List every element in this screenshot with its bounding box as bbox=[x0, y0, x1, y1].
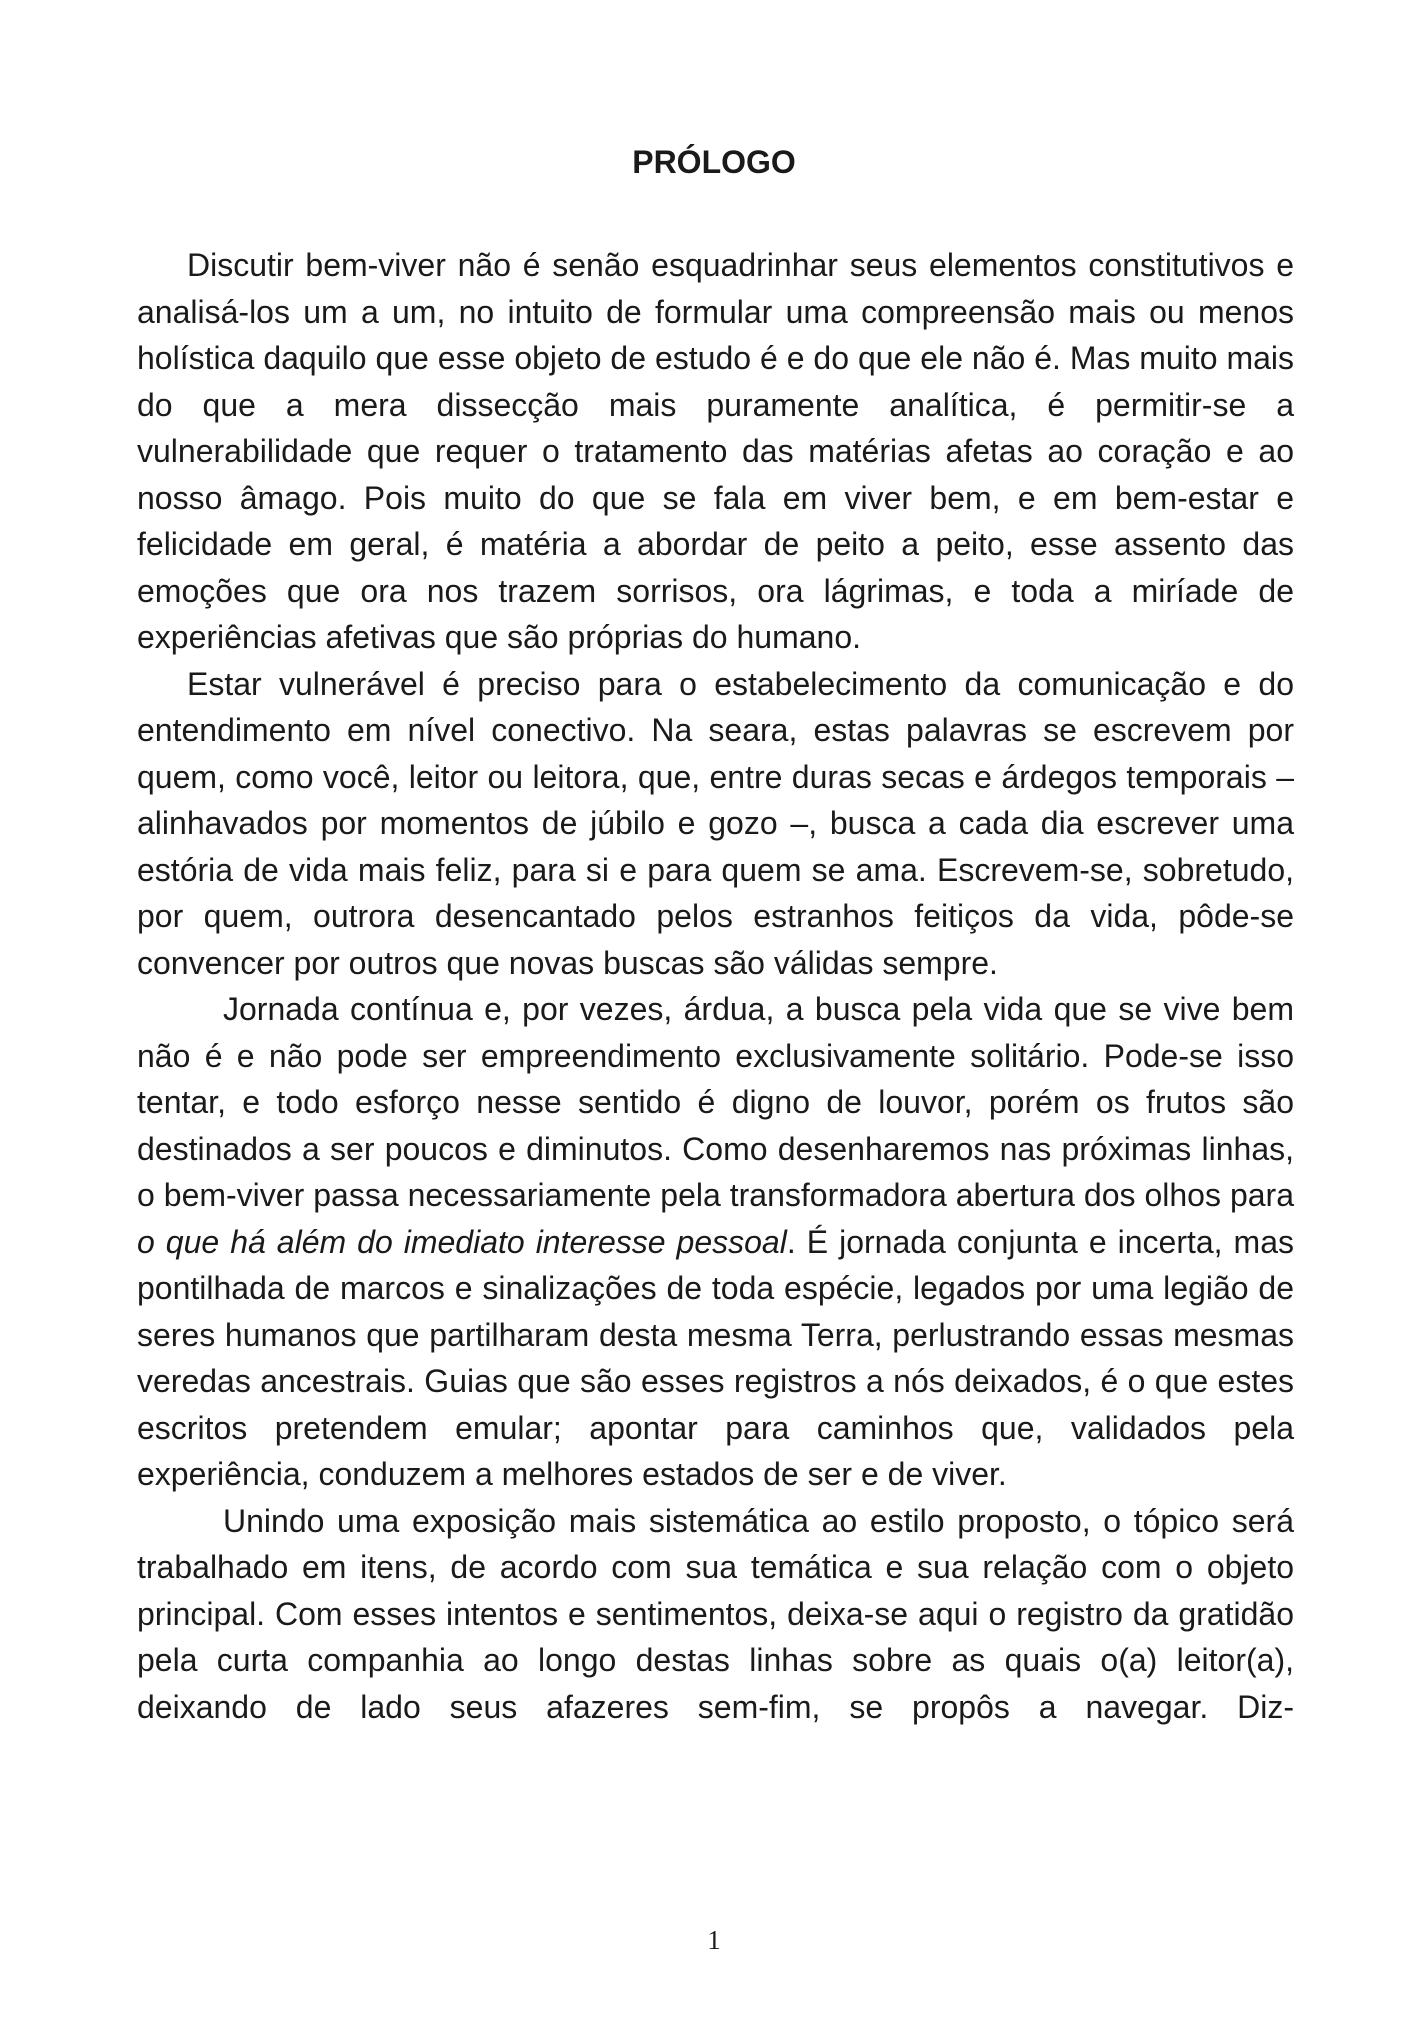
paragraph-3-text-after: . É jornada conjunta e incerta, mas pontilhada de marcos e sinalizações de toda espécie, legados por uma legião de seres humanos que partilharam desta mesma Terra, perlustrando essas mesmas veredas ancestrais. Guias que são esses registros a nós deixados, é o que estes escritos pretendem emular; apontar para caminhos que, validados pela experiência, conduzem a melhores estados de ser e de viver. bbox=[137, 1223, 1295, 1492]
page-title: PRÓLOGO bbox=[632, 144, 796, 180]
paragraph-1: Discutir bem-viver não é senão esquadrinhar seus elementos constitutivos e analisá-los um a um, no intuito de formular uma compreensão mais ou menos holística daquilo que esse objeto de estudo é e do que ele não é. Mas muito mais do que a mera dissecção mais puramente analítica, é permitir-se a vulnerabilidade que requer o tratamento das matérias afetas ao coração e ao nosso âmago. Pois muito do que se fala em viver bem, e em bem-estar e felicidade em geral, é matéria a abordar de peito a peito, esse assento das emoções que ora nos trazem sorrisos, ora lágrimas, e toda a miríade de experiências afetivas que são próprias do humano. bbox=[137, 247, 1294, 655]
paragraph-3-text-before: Jornada contínua e, por vezes, árdua, a busca pela vida que se vive bem não é e não pode ser empreendimento exclusivamente solitário. Pode-se isso tentar, e todo esforço nesse sentido é digno de louvor, porém os frutos são destinados a ser poucos e diminutos. Como desenharemos nas próximas linhas, o bem-viver passa necessariamente pela transformadora abertura dos olhos para bbox=[137, 991, 1294, 1213]
paragraph-2: Estar vulnerável é preciso para o estabelecimento da comunicação e do entendimento em nível conectivo. Na seara, estas palavras se escrevem por quem, como você, leitor ou leitora, que, entre duras secas e árdegos temporais – alinhavados por momentos de júbilo e gozo –, busca a cada dia escrever uma estória de vida mais feliz, para si e para quem se ama. Escrevem-se, sobretudo, por quem, outrora desencantado pelos estranhos feitiços da vida, pôde-se convencer por outros que novas buscas são válidas sempre. bbox=[137, 665, 1294, 981]
page-number: 1 bbox=[707, 1925, 721, 1955]
paragraph-3 bbox=[137, 986, 1294, 1498]
body-text bbox=[137, 242, 1294, 1730]
paragraph-4: Unindo uma exposição mais sistemática ao estilo proposto, o tópico será trabalhado em itens, de acordo com sua temática e sua relação com o objeto principal. Com esses intentos e sentimentos, deixa-se aqui o registro da gratidão pela curta companhia ao longo destas linhas sobre as quais o(a) leitor(a), deixando de lado seus afazeres sem-fim, se propôs a navegar. Diz- bbox=[137, 1502, 1294, 1725]
paragraph-3-italic-phrase: o que há além do imediato interesse pessoal bbox=[137, 1223, 787, 1260]
